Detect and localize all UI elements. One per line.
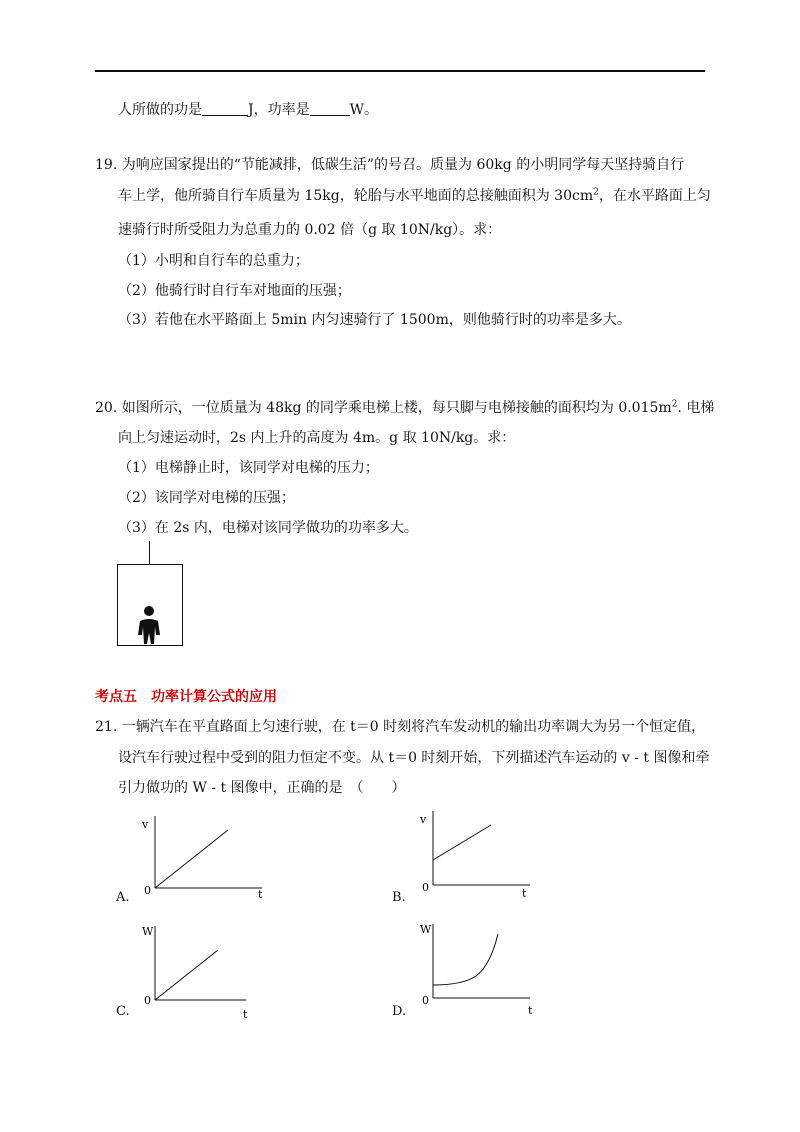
graph-option-b[interactable] — [418, 805, 548, 900]
q21-line3: 引力做功的 W - t 图像中，正确的是 （ ） — [118, 780, 406, 796]
section-heading: 考点五 功率计算公式的应用 — [95, 689, 277, 705]
graph-d-curve — [433, 934, 498, 985]
q20-sub2: （2）该同学对电梯的压强； — [118, 490, 295, 506]
graph-d-origin: 0 — [422, 994, 429, 1007]
q19-line2a: 车上学，他所骑自行车质量为 15kg，轮胎与水平地面的总接触面积为 30cm — [118, 188, 594, 204]
graph-d-xaxis: t — [528, 1004, 533, 1017]
q19-line3: 速骑行时所受阻力为总重力的 0.02 倍（g 取 10N/kg）。求： — [118, 222, 502, 238]
q20-line2: 向上匀速运动时，2s 内上升的高度为 4m。g 取 10N/kg。求： — [118, 430, 516, 446]
option-b-label[interactable]: B. — [392, 890, 406, 905]
answer-blank-work[interactable] — [202, 101, 248, 116]
q20-sub1: （1）电梯静止时，该同学对电梯的压力； — [118, 460, 379, 476]
q18-text-b: J，功率是 — [248, 102, 310, 118]
graph-b-curve — [433, 825, 491, 860]
graph-option-c[interactable] — [140, 920, 270, 1021]
q21-line1: 21. 一辆汽车在平直路面上匀速行驶，在 t＝0 时刻将汽车发动机的输出功率调大为另一个恒定值， — [95, 719, 706, 735]
option-d-label[interactable]: D. — [392, 1004, 407, 1019]
q19-sub3: （3）若他在水平路面上 5min 内匀速骑行了 1500m，则他骑行时的功率是多大。 — [118, 312, 631, 328]
q19-line1: 19. 为响应国家提出的“节能减排，低碳生活”的号召。质量为 60kg 的小明同学每天坚持骑自行 — [95, 157, 685, 173]
q19-sub2: （2）他骑行时自行车对地面的压强； — [118, 283, 351, 299]
graph-a-yaxis: v — [142, 818, 149, 831]
q20-sub3: （3）在 2s 内，电梯对该同学做功的功率多大。 — [118, 520, 418, 536]
elevator-figure — [117, 541, 183, 646]
q18-tail — [118, 100, 378, 120]
graph-a-xaxis: t — [258, 888, 263, 901]
q20-sup: 2 — [671, 399, 678, 410]
option-c-label[interactable]: C. — [116, 1004, 130, 1019]
q20-line1b: . 电梯 — [677, 400, 715, 416]
graph-b-yaxis: v — [420, 813, 427, 826]
graph-b-xaxis: t — [522, 887, 527, 900]
graph-c-yaxis: W — [142, 925, 154, 938]
q19-line2 — [118, 186, 711, 206]
option-a-label[interactable]: A. — [116, 890, 130, 905]
q18-text-c: W。 — [349, 102, 379, 118]
q19-sup: 2 — [593, 187, 599, 198]
person-icon — [118, 565, 182, 645]
graph-option-a[interactable] — [140, 810, 270, 901]
q19-line2b: ，在水平路面上匀 — [598, 188, 711, 204]
q20-line1a: 20. 如图所示，一位质量为 48kg 的同学乘电梯上楼，每只脚与电梯接触的面积均为 0.015m — [95, 400, 672, 416]
q20-line1 — [95, 398, 714, 418]
graph-d-yaxis: W — [420, 923, 432, 936]
graph-b-origin: 0 — [422, 881, 429, 894]
graph-c-curve — [155, 950, 218, 1000]
answer-blank-power[interactable] — [310, 101, 350, 116]
graph-a-curve — [155, 830, 228, 888]
q19-sub1: （1）小明和自行车的总重力； — [118, 253, 309, 269]
elevator-cable — [149, 541, 150, 564]
graph-c-xaxis: t — [243, 1008, 248, 1021]
q21-line2: 设汽车行驶过程中受到的阻力恒定不变。从 t＝0 时刻开始，下列描述汽车运动的 v - t 图像和牵 — [118, 750, 710, 766]
graph-c-origin: 0 — [144, 994, 151, 1007]
graph-option-d[interactable] — [418, 918, 548, 1017]
elevator-car — [117, 564, 183, 646]
header-rule — [95, 70, 705, 72]
q18-text-a: 人所做的功是 — [118, 102, 202, 118]
graph-a-origin: 0 — [144, 884, 151, 897]
